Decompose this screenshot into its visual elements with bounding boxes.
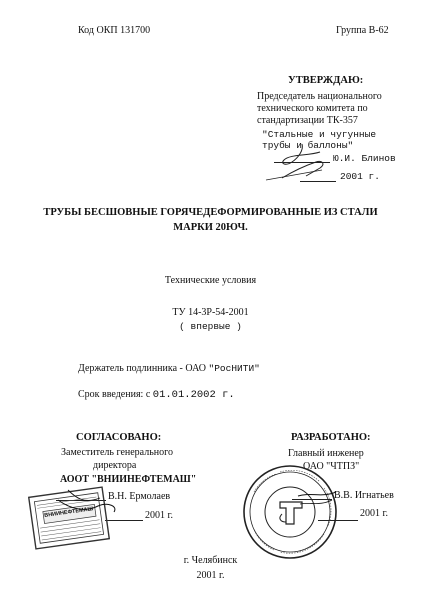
agreed-org: АООТ "ВНИИНЕФТЕМАШ": [60, 474, 197, 485]
agreed-year: 2001 г.: [145, 510, 173, 521]
approval-signer: Ю.И. Блинов: [333, 153, 396, 164]
developed-signer: В.В. Игнатьев: [334, 490, 394, 501]
effective-label: Срок введения: с: [78, 389, 153, 400]
agreed-stamp-icon: [28, 482, 124, 552]
agreed-heading: СОГЛАСОВАНО:: [76, 432, 162, 443]
footer-city: г. Челябинск: [183, 555, 238, 566]
approval-year: 2001 г.: [340, 171, 380, 182]
approval-line: стандартизации ТК-357: [257, 115, 358, 126]
committee-line: трубы и баллоны": [262, 140, 354, 151]
effective-value: 01.01.2002 г.: [152, 389, 235, 401]
agreed-position-2: директора: [93, 460, 137, 471]
developed-seal-icon: [240, 462, 340, 562]
holder-value: "РосНИТИ": [208, 363, 260, 374]
okp-code: Код ОКП 131700: [78, 25, 151, 36]
approval-signature-icon: [262, 140, 338, 184]
holder-line: [78, 363, 260, 374]
spec-number: ТУ 14-3Р-54-2001: [172, 307, 249, 318]
developed-position: Главный инженер: [288, 448, 364, 459]
document-title-line-1: ТРУБЫ БЕСШОВНЫЕ ГОРЯЧЕДЕФОРМИРОВАННЫЕ ИЗ СТАЛИ: [43, 207, 378, 218]
spec-subtitle: Технические условия: [164, 275, 257, 286]
developed-year: 2001 г.: [360, 508, 388, 519]
approval-heading: УТВЕРЖДАЮ:: [288, 75, 364, 86]
spec-first-time: ( впервые ): [179, 321, 242, 332]
approval-line: Председатель национального: [257, 91, 382, 102]
developed-heading: РАЗРАБОТАНО:: [291, 432, 371, 443]
group-code: Группа В-62: [336, 25, 389, 36]
agreed-signer: В.Н. Ермолаев: [108, 491, 171, 502]
footer-year: 2001 г.: [196, 570, 225, 581]
holder-label: Держатель подлинника - ОАО: [78, 363, 209, 374]
agreed-stamp-text: ВНИИНЕФТЕМАШ: [44, 506, 94, 519]
agreed-position-1: Заместитель генерального: [61, 447, 173, 458]
developed-org: ОАО "ЧТПЗ": [303, 461, 360, 472]
committee-line: "Стальные и чугунные: [262, 129, 377, 140]
effective-line: [78, 389, 235, 401]
document-title-line-2: МАРКИ 20ЮЧ.: [173, 222, 248, 233]
approval-line: технического комитета по: [257, 103, 368, 114]
